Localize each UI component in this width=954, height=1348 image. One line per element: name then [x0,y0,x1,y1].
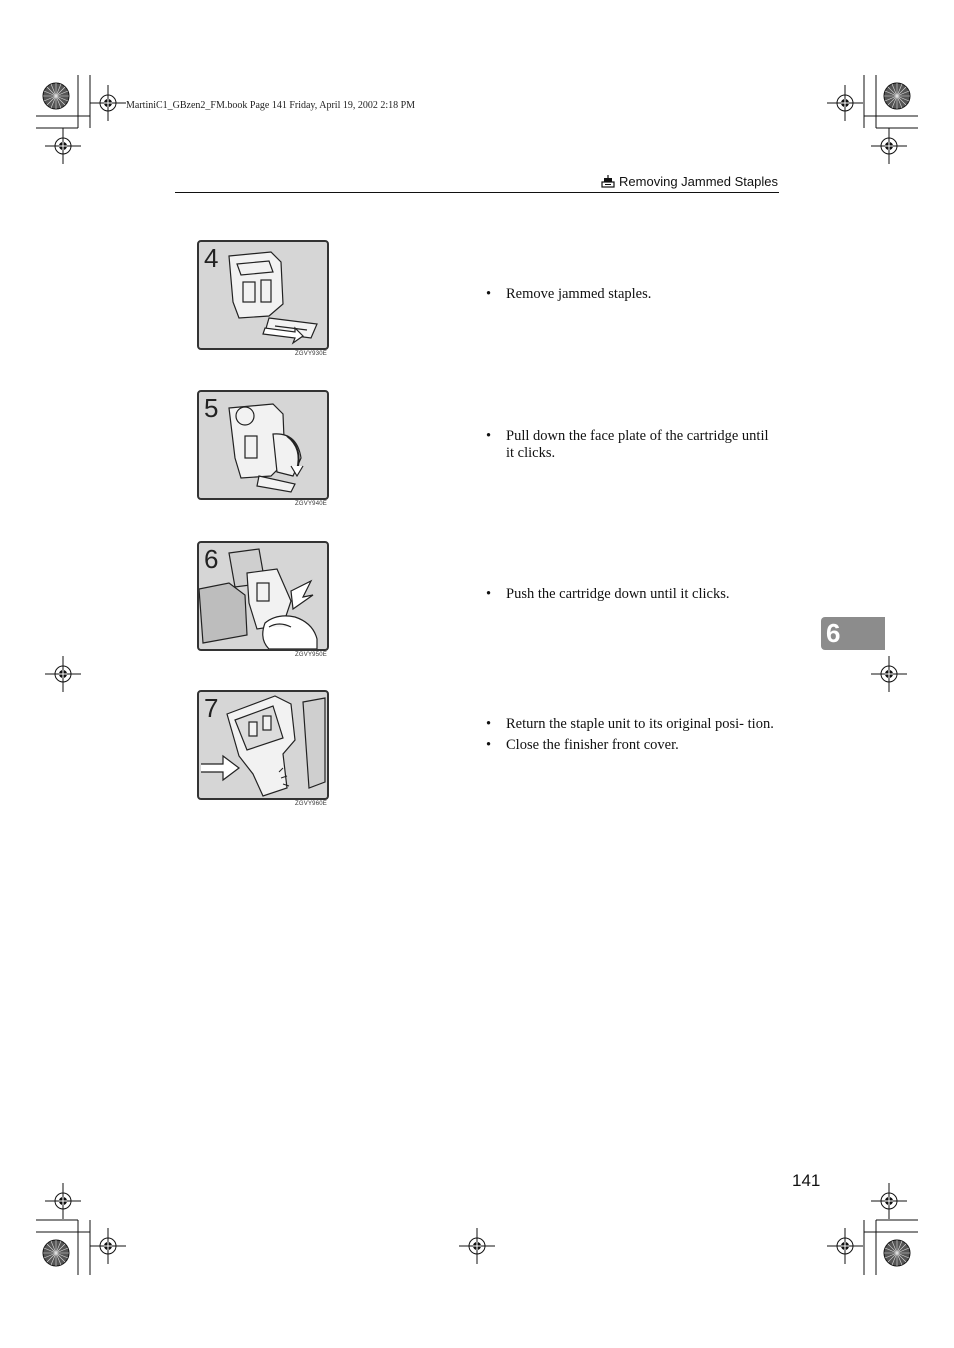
page-number: 141 [792,1171,821,1190]
step-4-instructions [486,286,776,307]
step-7-instructions [486,716,776,758]
figure-frame [197,541,329,651]
instruction-bullet: • Remove jammed staples. [486,286,776,303]
instruction-bullet: • Push the cartridge down until it clicks. [486,586,776,603]
instruction-bullet: • Pull down the face plate of the cartridge until it clicks. [486,428,776,462]
figure-code: ZGVY950E [295,652,327,658]
step-5-figure [197,390,329,507]
figure-code: ZGVY940E [295,501,327,507]
step-6-instructions [486,586,776,607]
instruction-bullet: • Return the staple unit to its original posi- tion. [486,716,776,733]
figure-frame [197,690,329,800]
step-number: 5 [204,393,219,423]
chapter-tab [821,617,885,650]
figure-code: ZGVY960E [295,801,327,807]
step-4-figure [197,240,329,357]
header-rule [175,192,779,193]
section-title: Removing Jammed Staples [619,174,778,189]
staple-unit-icon [601,175,615,188]
instruction-bullet: • Close the finisher front cover. [486,737,776,754]
book-info-slug: MartiniC1_GBzen2_FM.book Page 141 Friday, April 19, 2002 2:18 PM [126,100,416,111]
running-header [601,174,778,189]
figure-code: ZGVY930E [295,351,327,357]
step-5-instructions [486,428,776,466]
figure-frame [197,390,329,500]
step-7-figure [197,690,329,807]
chapter-number: 6 [826,618,841,648]
step-6-figure [197,541,329,658]
figure-frame [197,240,329,350]
step-number: 6 [204,544,219,574]
step-number: 4 [204,243,219,273]
step-number: 7 [204,693,219,723]
